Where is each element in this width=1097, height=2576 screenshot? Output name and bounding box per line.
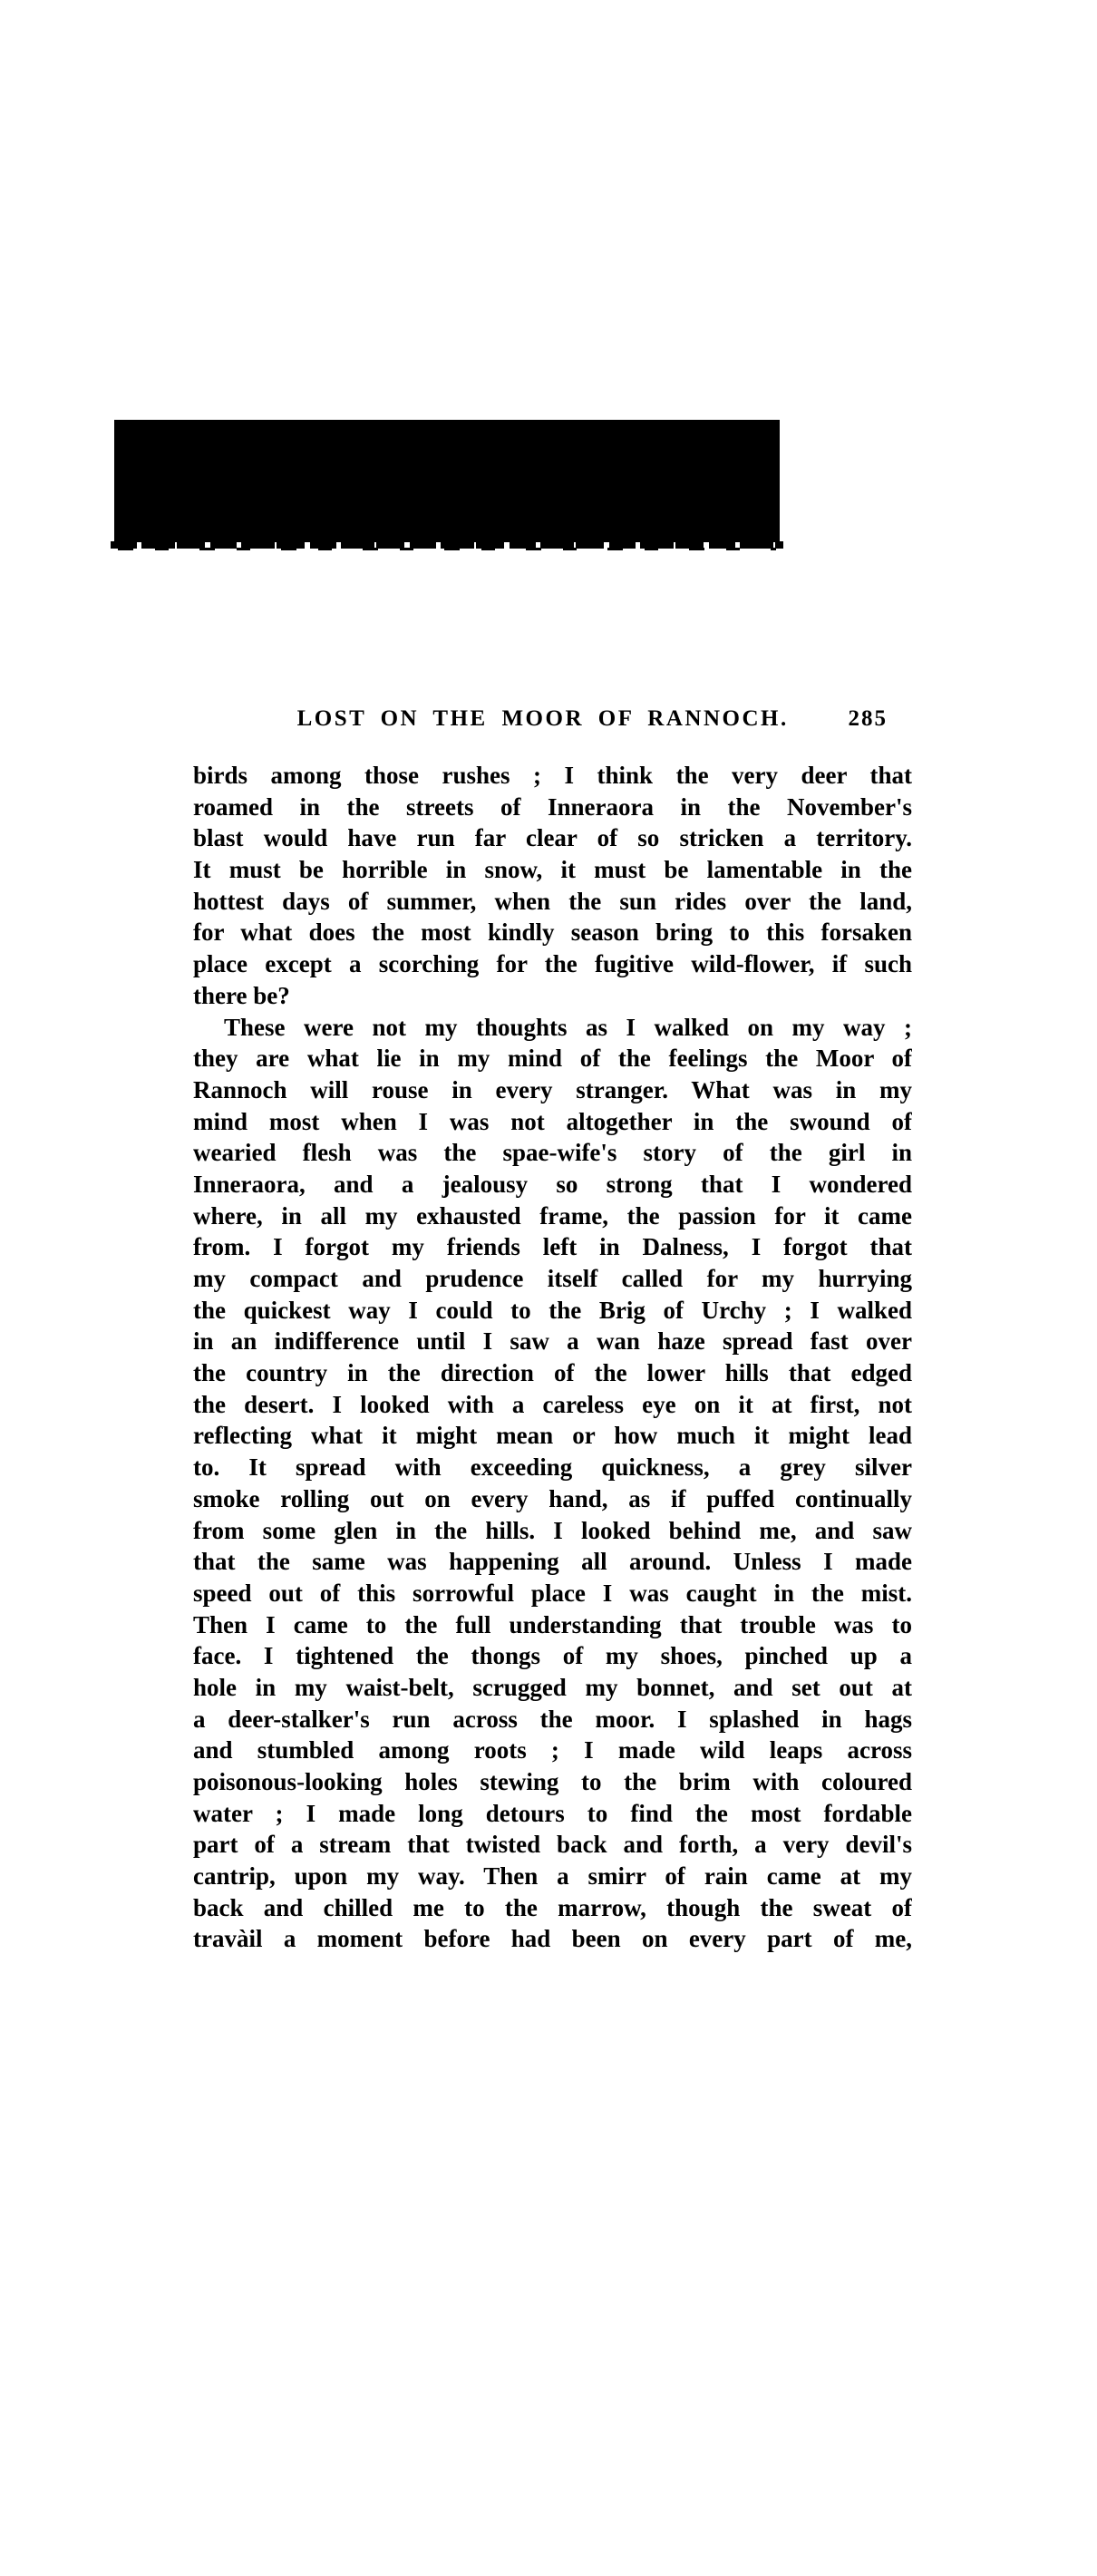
- text-line: hole in my waist-belt, scrugged my bonnet, and set out at: [193, 1673, 912, 1701]
- text-line: Then I came to the full understanding that trouble was to: [193, 1610, 912, 1638]
- text-line: place except a scorching for the fugitive wild-flower, if such: [193, 950, 912, 978]
- running-header-title: LOST ON THE MOOR OF RANNOCH.: [296, 706, 789, 731]
- text-line: cantrip, upon my way. Then a smirr of rain came at my: [193, 1862, 912, 1891]
- text-line: blast would have run far clear of so stricken a territory.: [193, 824, 912, 852]
- blacked-out-region: [114, 420, 780, 542]
- text-line: Rannoch will rouse in every stranger. What was in my: [193, 1075, 912, 1103]
- text-line: the country in the direction of the lower hills that edged: [193, 1359, 912, 1387]
- text-line: a deer-stalker's run across the moor. I splashed in hags: [193, 1705, 912, 1733]
- text-line: smoke rolling out on every hand, as if puffed continually: [193, 1484, 912, 1512]
- text-line: where, in all my exhausted frame, the passion for it came: [193, 1201, 912, 1230]
- text-line: they are what lie in my mind of the feelings the Moor of: [193, 1045, 912, 1073]
- text-line: water ; I made long detours to find the most fordable: [193, 1799, 912, 1827]
- text-line: face. I tightened the thongs of my shoes, pinched up a: [193, 1642, 912, 1670]
- text-line: the quickest way I could to the Brig of Urchy ; I walked: [193, 1296, 912, 1324]
- text-line: in an indifference until I saw a wan haze spread fast over: [193, 1327, 912, 1356]
- text-line: part of a stream that twisted back and forth, a very devil's: [193, 1831, 912, 1859]
- text-line: reflecting what it might mean or how much it might lead: [193, 1422, 912, 1450]
- text-line: birds among those rushes ; I think the very deer that: [193, 762, 912, 789]
- text-line: back and chilled me to the marrow, though the sweat of: [193, 1893, 912, 1921]
- text-line: there be?: [193, 981, 290, 1009]
- text-line: that the same was happening all around. Unless I made: [193, 1548, 912, 1576]
- text-line: mind most when I was not altogether in the swound of: [193, 1107, 912, 1135]
- text-line: hottest days of summer, when the sun rides over the land,: [193, 887, 912, 915]
- text-line: my compact and prudence itself called for my hurrying: [193, 1265, 912, 1292]
- text-line: These were not my thoughts as I walked on my way ;: [224, 1013, 912, 1041]
- text-line: to. It spread with exceeding quickness, a grey silver: [193, 1453, 912, 1482]
- text-line: for what does the most kindly season bring to this forsaken: [193, 919, 912, 947]
- text-line: roamed in the streets of Inneraora in the November's: [193, 792, 912, 821]
- page-header: [193, 706, 912, 737]
- page-text: [193, 760, 912, 1955]
- text-line: It must be horrible in snow, it must be lamentable in the: [193, 856, 912, 884]
- text-line: and stumbled among roots ; I made wild leaps across: [193, 1736, 912, 1764]
- text-line: from. I forgot my friends left in Dalness, I forgot that: [193, 1233, 912, 1261]
- text-line: travàil a moment before had been on every part of me,: [193, 1925, 912, 1953]
- text-line: Inneraora, and a jealousy so strong that I wondered: [193, 1170, 912, 1198]
- text-line: from some glen in the hills. I looked behind me, and saw: [193, 1516, 912, 1544]
- text-line: wearied flesh was the spae-wife's story of the girl in: [193, 1139, 912, 1167]
- text-line: speed out of this sorrowful place I was caught in the mist.: [193, 1579, 912, 1607]
- text-line: the desert. I looked with a careless eye on it at first, not: [193, 1390, 912, 1418]
- blacked-out-region-ragged-edge-2: [118, 548, 776, 550]
- text-line: poisonous-looking holes stewing to the brim with coloured: [193, 1768, 912, 1795]
- page-number: 285: [848, 706, 888, 731]
